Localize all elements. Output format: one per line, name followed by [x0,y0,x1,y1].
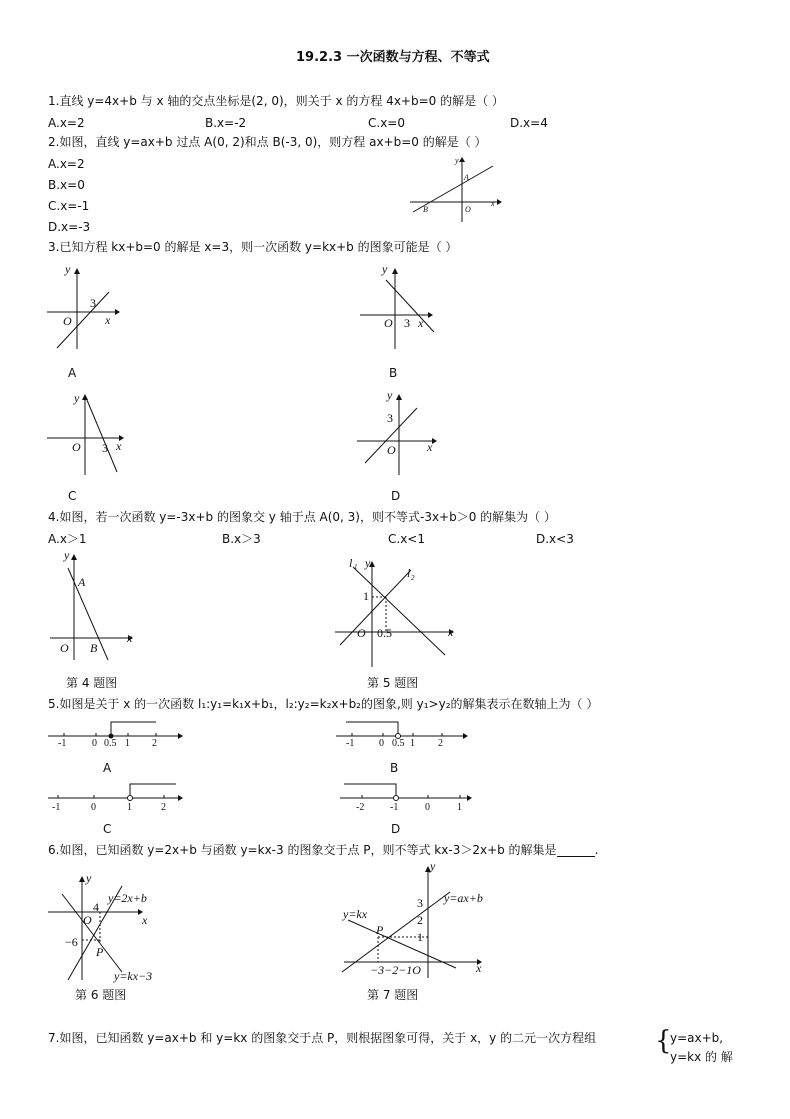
svg-text:y=kx: y=kx [343,907,368,921]
q5-numberline-a [48,716,188,749]
q3-label-a: A [68,366,77,380]
q3-stem: 3.已知方程 kx+b=0 的解是 x=3，则一次函数 y=kx+b 的图象可能是（ ） [48,240,458,254]
q4-option-b: B.x＞3 [222,532,261,546]
q7-caption: 第 7 题图 [367,988,419,1002]
q2-option-b: B.x=0 [48,178,85,192]
svg-text:x: x [116,439,122,453]
svg-text:1: 1 [363,589,369,603]
svg-text:P: P [96,945,104,959]
q1-option-d: D.x=4 [510,116,548,130]
svg-text:y=2x+b: y=2x+b [108,891,147,905]
q3-figure-a [45,262,125,352]
svg-text:3: 3 [90,296,96,310]
svg-text:-2: -2 [356,802,365,813]
q6-caption: 第 6 题图 [75,988,127,1002]
svg-text:y: y [365,556,371,570]
svg-text:0: 0 [92,738,97,749]
q4-option-c: C.x<1 [388,532,425,546]
q3-label-c: C [68,489,77,503]
svg-text:x: x [418,316,424,330]
q1-option-c: C.x=0 [368,116,405,130]
svg-text:B: B [90,641,98,655]
svg-text:y: y [86,871,92,885]
svg-text:y: y [382,262,388,276]
svg-text:2: 2 [152,738,157,749]
q5-stem: 5.如图是关于 x 的一次函数 l₁:y₁=k₁x+b₁，l₂:y₂=k₂x+b₂的图象,则 y₁>y₂的解集表示在数轴上为（ ） [48,697,599,711]
svg-text:x: x [476,961,482,975]
svg-text:x: x [142,913,148,927]
svg-text:2: 2 [417,913,423,927]
q4-option-d: D.x<3 [536,532,574,546]
svg-text:4: 4 [93,900,99,914]
svg-text:x: x [448,625,454,639]
svg-text:y: y [64,548,70,562]
svg-text:x: x [427,440,433,454]
q1-option-b: B.x=-2 [205,116,247,130]
q3-label-d: D [391,489,401,503]
q2-option-c: C.x=-1 [48,199,90,213]
svg-text:-1: -1 [390,802,399,813]
svg-text:O: O [72,440,81,454]
svg-text:B: B [423,205,428,214]
svg-text:l: l [407,566,411,580]
q3-figure-d [355,388,440,478]
q4-figure [50,548,140,663]
svg-text:2: 2 [438,738,443,749]
svg-text:-1: -1 [58,738,67,749]
q4-option-a: A.x＞1 [48,532,87,546]
q5-caption: 第 5 题图 [367,676,419,690]
svg-text:-1: -1 [52,802,61,813]
page-title: 19.2.3 一次函数与方程、不等式 [296,50,490,65]
q5-figure [335,555,460,670]
q6-answer-blank[interactable] [557,844,595,857]
q7-brace: { [655,1026,672,1056]
q1-stem: 1.直线 y=4x+b 与 x 轴的交点坐标是(2, 0)，则关于 x 的方程 4x+b=0 的解是（ ） [48,94,504,108]
q2-option-d: D.x=-3 [48,220,91,234]
svg-text:1: 1 [417,930,423,944]
q2-figure [405,150,505,225]
svg-text:1: 1 [127,802,132,813]
svg-text:−6: −6 [65,935,78,949]
svg-text:0: 0 [425,802,430,813]
q7-equation-1: y=ax+b, [670,1031,724,1045]
svg-text:O: O [60,641,69,655]
svg-text:3: 3 [387,411,393,425]
svg-text:O: O [63,314,72,328]
svg-text:O: O [384,316,393,330]
q4-stem: 4.如图，若一次函数 y=-3x+b 的图象交 y 轴于点 A(0, 3)，则不等式-3x+b＞0 的解集为（ ） [48,510,556,524]
svg-text:l: l [349,556,353,570]
svg-text:0: 0 [91,802,96,813]
q4-caption: 第 4 题图 [66,676,118,690]
q3-figure-c [45,388,130,478]
q5-numberline-c [48,780,188,813]
svg-text:P: P [376,923,384,937]
svg-text:y=kx−3: y=kx−3 [114,969,153,983]
q3-figure-b [358,262,440,352]
q1-option-a: A.x=2 [48,116,85,130]
svg-text:y: y [65,262,71,276]
q6-stem [48,843,598,857]
q6-stem-end: . [594,843,599,857]
q5-label-c: C [103,822,112,836]
q7-figure [340,860,490,980]
svg-text:O: O [357,626,366,640]
q5-label-b: B [390,761,399,775]
svg-text:x: x [127,631,133,645]
svg-text:1: 1 [125,738,130,749]
svg-text:0.5: 0.5 [104,738,117,749]
q7-stem: 7.如图，已知函数 y=ax+b 和 y=kx 的图象交于点 P，则根据图象可得，关于 x，y 的二元一次方程组 [48,1031,597,1045]
svg-text:A: A [464,173,469,182]
q3-label-b: B [389,366,398,380]
svg-text:−3−2−1O: −3−2−1O [370,963,421,977]
svg-text:y: y [387,388,393,402]
svg-text:2: 2 [161,802,166,813]
svg-text:y: y [455,156,459,165]
svg-text:1: 1 [354,563,358,571]
svg-text:3: 3 [404,316,410,330]
q5-numberline-b [336,716,476,749]
svg-text:O: O [387,443,396,457]
svg-text:1: 1 [410,738,415,749]
q2-option-a: A.x=2 [48,157,85,171]
svg-text:1: 1 [457,802,462,813]
svg-text:x: x [105,313,111,327]
svg-text:O: O [465,205,471,214]
q6-figure [48,872,168,982]
q2-stem: 2.如图，直线 y=ax+b 过点 A(0, 2)和点 B(-3, 0)，则方程 ax+b=0 的解是（ ） [48,135,487,149]
q5-label-a: A [103,761,112,775]
svg-text:y: y [74,391,80,405]
svg-text:O: O [83,913,92,927]
svg-text:2: 2 [411,574,415,582]
q6-stem-text: 6.如图，已知函数 y=2x+b 与函数 y=kx-3 的图象交于点 P，则不等式 kx-3＞2x+b 的解集是 [48,843,557,857]
svg-text:y: y [430,859,436,873]
svg-text:3: 3 [102,441,108,455]
svg-text:x: x [491,199,495,208]
svg-text:0.5: 0.5 [392,738,405,749]
svg-text:3: 3 [417,896,423,910]
svg-text:y=ax+b: y=ax+b [444,891,483,905]
svg-text:0: 0 [379,738,384,749]
svg-text:0.5: 0.5 [377,626,392,640]
svg-text:A: A [78,575,86,589]
svg-text:-1: -1 [346,738,355,749]
q5-label-d: D [391,822,401,836]
q5-numberline-d [340,780,480,813]
q7-equation-2: y=kx 的 解 [670,1050,733,1064]
